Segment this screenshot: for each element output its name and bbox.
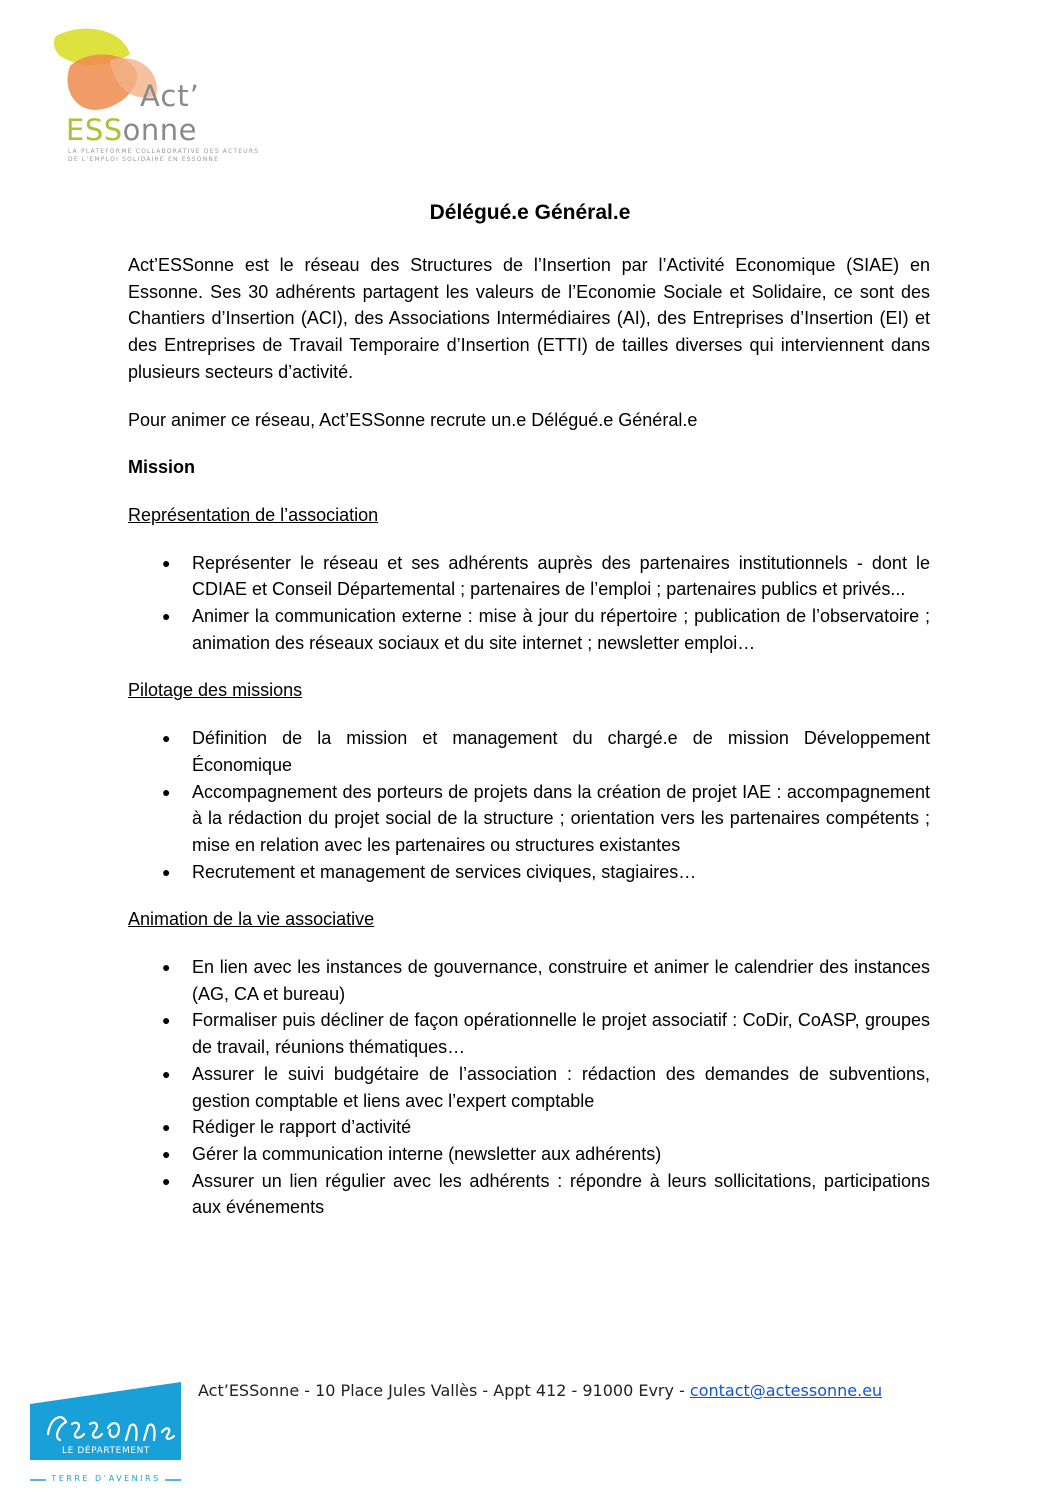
bullet-icon: ● (162, 1172, 171, 1189)
bullet-icon: ● (162, 1012, 171, 1029)
list-item (128, 550, 930, 603)
logo-text-ess: ESS (66, 113, 123, 147)
bullet-icon: ● (162, 1145, 171, 1162)
list-item (128, 1141, 930, 1168)
footer-email-link[interactable]: contact@actessonne.eu (689, 1381, 883, 1400)
list-item (128, 1007, 930, 1060)
list-item-text: Recrutement et management de services civiques, stagiaires… (192, 861, 697, 882)
bullet-icon: ● (162, 783, 171, 800)
section-list-animation (128, 954, 930, 1221)
section-list-pilotage (128, 725, 930, 885)
logo-text-act: Act’ (140, 79, 200, 113)
footer-address-text: Act’ESSonne - 10 Place Jules Vallès - Appt 412 - 91000 Evry - (198, 1381, 690, 1400)
bullet-icon: ● (162, 1119, 171, 1136)
essonne-department-logo-shape (28, 1382, 183, 1487)
list-item (128, 1114, 930, 1141)
list-item (128, 725, 930, 778)
bullet-icon: ● (162, 959, 171, 976)
list-item-text: Animer la communication externe : mise à jour du répertoire ; publication de l’observatoire ; animation des réseaux sociaux et du site internet ; newsletter emploi… (192, 606, 930, 653)
logo-tagline-2: DE L’EMPLOI SOLIDAIRE EN ESSONNE (68, 156, 220, 163)
list-item-text: Rédiger le rapport d’activité (192, 1117, 412, 1138)
logo-text-essonne (66, 113, 197, 147)
bullet-icon: ● (162, 608, 171, 625)
list-item (128, 1168, 930, 1221)
section-heading-pilotage: Pilotage des missions (128, 680, 303, 701)
mission-heading: Mission (128, 457, 196, 478)
list-item-text: Assurer un lien régulier avec les adhérents : répondre à leurs sollicitations, participations aux événements (192, 1170, 930, 1218)
list-item (128, 603, 930, 656)
bullet-icon: ● (162, 554, 171, 571)
list-item-text: En lien avec les instances de gouvernance, construire et animer le calendrier des instances (AG, CA et bureau) (192, 957, 930, 1004)
logo-tagline-1: LA PLATEFORME COLLABORATIVE DES ACTEURS (68, 148, 260, 155)
section-heading-representation: Représentation de l’association (128, 504, 379, 525)
page-title: Délégué.e Général.e (429, 201, 631, 224)
list-item-text: Formaliser puis décliner de façon opérationnelle le projet associatif : CoDir, CoASP, groupes de travail, réunions thématiques… (192, 1010, 930, 1058)
dept-logo-slogan: TERRE D’AVENIRS (51, 1474, 161, 1483)
recruit-paragraph: Pour animer ce réseau, Act’ESSonne recrute un.e Délégué.e Général.e (128, 409, 698, 430)
intro-paragraph: Act’ESSonne est le réseau des Structures de l’Insertion par l’Activité Economique (SIAE) en Essonne. Ses 30 adhérents partagent les valeurs de l’Economie Sociale et Solidaire, ce sont des Chantiers d’Insertion (ACI), des Associations Intermédiaires (AI), des Entreprises d’Insertion (EI) et des Entreprises de Travail Temporaire d’Insertion (ETTI) de tailles diverses qui interviennent dans plusieurs secteurs d’activité. (128, 255, 930, 382)
section-list-representation (128, 550, 930, 657)
list-item (128, 859, 930, 886)
list-item-text: Gérer la communication interne (newsletter aux adhérents) (192, 1143, 662, 1164)
list-item (128, 779, 930, 859)
list-item (128, 954, 930, 1007)
section-heading-animation: Animation de la vie associative (128, 909, 375, 930)
dept-logo-label: LE DÉPARTEMENT (61, 1446, 151, 1456)
footer-address (198, 1381, 882, 1400)
bullet-icon: ● (162, 1065, 171, 1082)
list-item-text: Représenter le réseau et ses adhérents auprès des partenaires institutionnels - dont le CDIAE et Conseil Départemental ; partenaires de l’emploi ; partenaires publics et privés... (192, 552, 930, 600)
bullet-icon: ● (162, 863, 171, 880)
bullet-icon: ● (162, 730, 171, 747)
list-item-text: Définition de la mission et management du chargé.e de mission Développement Économique (192, 728, 930, 775)
list-item (128, 1061, 930, 1114)
logo-text-onne: onne (122, 113, 197, 147)
list-item-text: Accompagnement des porteurs de projets dans la création de projet IAE : accompagnement à la rédaction du projet social de la structure ; orientation vers les partenaires compétents ; mise en relation avec les partenaires ou structures existantes (192, 781, 930, 855)
list-item-text: Assurer le suivi budgétaire de l’association : rédaction des demandes de subventions, gestion comptable et liens avec l’expert comptable (192, 1063, 930, 1111)
document-body (128, 252, 930, 1242)
